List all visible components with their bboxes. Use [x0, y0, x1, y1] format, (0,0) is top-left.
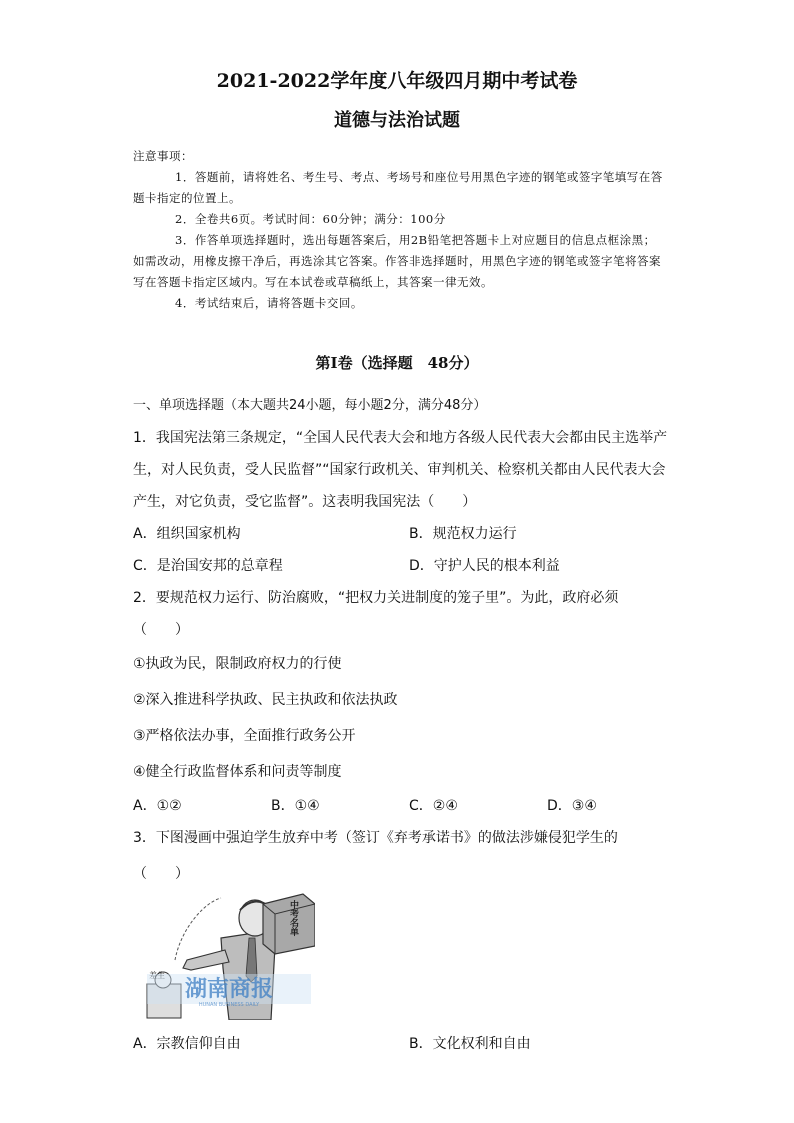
notice-item-2: 2．全卷共6页。考试时间：60分钟；满分：100分: [175, 212, 446, 226]
q1-options-row-2: [133, 550, 673, 582]
q2-line-1: 2．要规范权力运行、防治腐败，“把权力关进制度的笼子里”。为此，政府必须: [133, 590, 619, 606]
notice-heading: 注意事项：: [133, 149, 193, 163]
throw-arc: [175, 898, 221, 960]
box-label: 中考名单: [288, 900, 298, 936]
q3-options-row: [133, 1028, 673, 1060]
q2-item-3: ③严格依法办事，全面推行政务公开: [133, 728, 356, 744]
q1-option-a: A．组织国家机构: [133, 526, 241, 542]
q3-line-1: 3．下图漫画中强迫学生放弃中考（签订《弃考承诺书》的做法涉嫌侵犯学生的: [133, 830, 618, 846]
q2-item-4: ④健全行政监督体系和问责等制度: [133, 764, 342, 780]
q1-line-3: 产生，对它负责，受它监督”。这表明我国宪法（ ）: [133, 494, 477, 510]
q2-option-b: B．①④: [271, 798, 320, 814]
exam-subtitle: 道德与法治试题: [334, 110, 460, 131]
section-title: 第Ⅰ卷（选择题 48分）: [315, 354, 479, 372]
q1-option-b: B．规范权力运行: [409, 526, 517, 542]
notice-item-3: 3．作答单项选择题时，选出每题答案后，用2B铅笔把答题卡上对应题目的信息点框涂黑；如需改动，用橡皮擦干净后，再选涂其它答案。作答非选择题时，用黑色字迹的钢笔或签字笔将答案写在答题卡指定区域内。写在本试卷或草稿纸上，其答案一律无效。: [133, 233, 661, 289]
q2-options-row: [133, 790, 673, 822]
q1-options-row-1: [133, 518, 673, 550]
q2-option-c: C．②④: [409, 798, 458, 814]
q3-option-a: A．宗教信仰自由: [133, 1036, 241, 1052]
notice-item-4: 4．考试结束后，请将答题卡交回。: [175, 296, 363, 310]
notice-item-1: 1．答题前，请将姓名、考生号、考点、考场号和座位号用黑色字迹的钢笔或签字笔填写在答题卡指定的位置上。: [133, 170, 663, 205]
man-arm: [183, 950, 229, 970]
watermark-text: 湖南商报: [184, 976, 274, 1002]
q1-option-d: D．守护人民的根本利益: [409, 558, 560, 574]
cartoon-image: [143, 888, 315, 1020]
q2-option-d: D．③④: [547, 798, 597, 814]
q2-item-2: ②深入推进科学执政、民主执政和依法执政: [133, 692, 398, 708]
q3-line-2: （ ）: [133, 866, 189, 882]
q3-option-b: B．文化权利和自由: [409, 1036, 531, 1052]
part-heading: 一、单项选择题（本大题共24小题，每小题2分，满分48分）: [133, 398, 487, 413]
student-label: 差生: [149, 971, 165, 980]
q1-line-2: 生，对人民负责，受人民监督”“国家行政机关、审判机关、检察机关都由人民代表大会: [133, 462, 666, 478]
q2-option-a: A．①②: [133, 798, 182, 814]
q3-options: [133, 1028, 673, 1060]
notice-block: [133, 146, 663, 314]
exam-title: 2021-2022学年度八年级四月期中考试卷: [216, 70, 578, 92]
question-area: [133, 390, 673, 890]
q1-line-1: 1．我国宪法第三条规定，“全国人民代表大会和地方各级人民代表大会都由民主选举产: [133, 430, 668, 446]
q2-item-1: ①执政为民，限制政府权力的行使: [133, 656, 342, 672]
watermark-subtext: HUNAN BUSINESS DAILY: [198, 1002, 260, 1008]
q1-option-c: C．是治国安邦的总章程: [133, 558, 283, 574]
q2-line-2: （ ）: [133, 622, 189, 638]
